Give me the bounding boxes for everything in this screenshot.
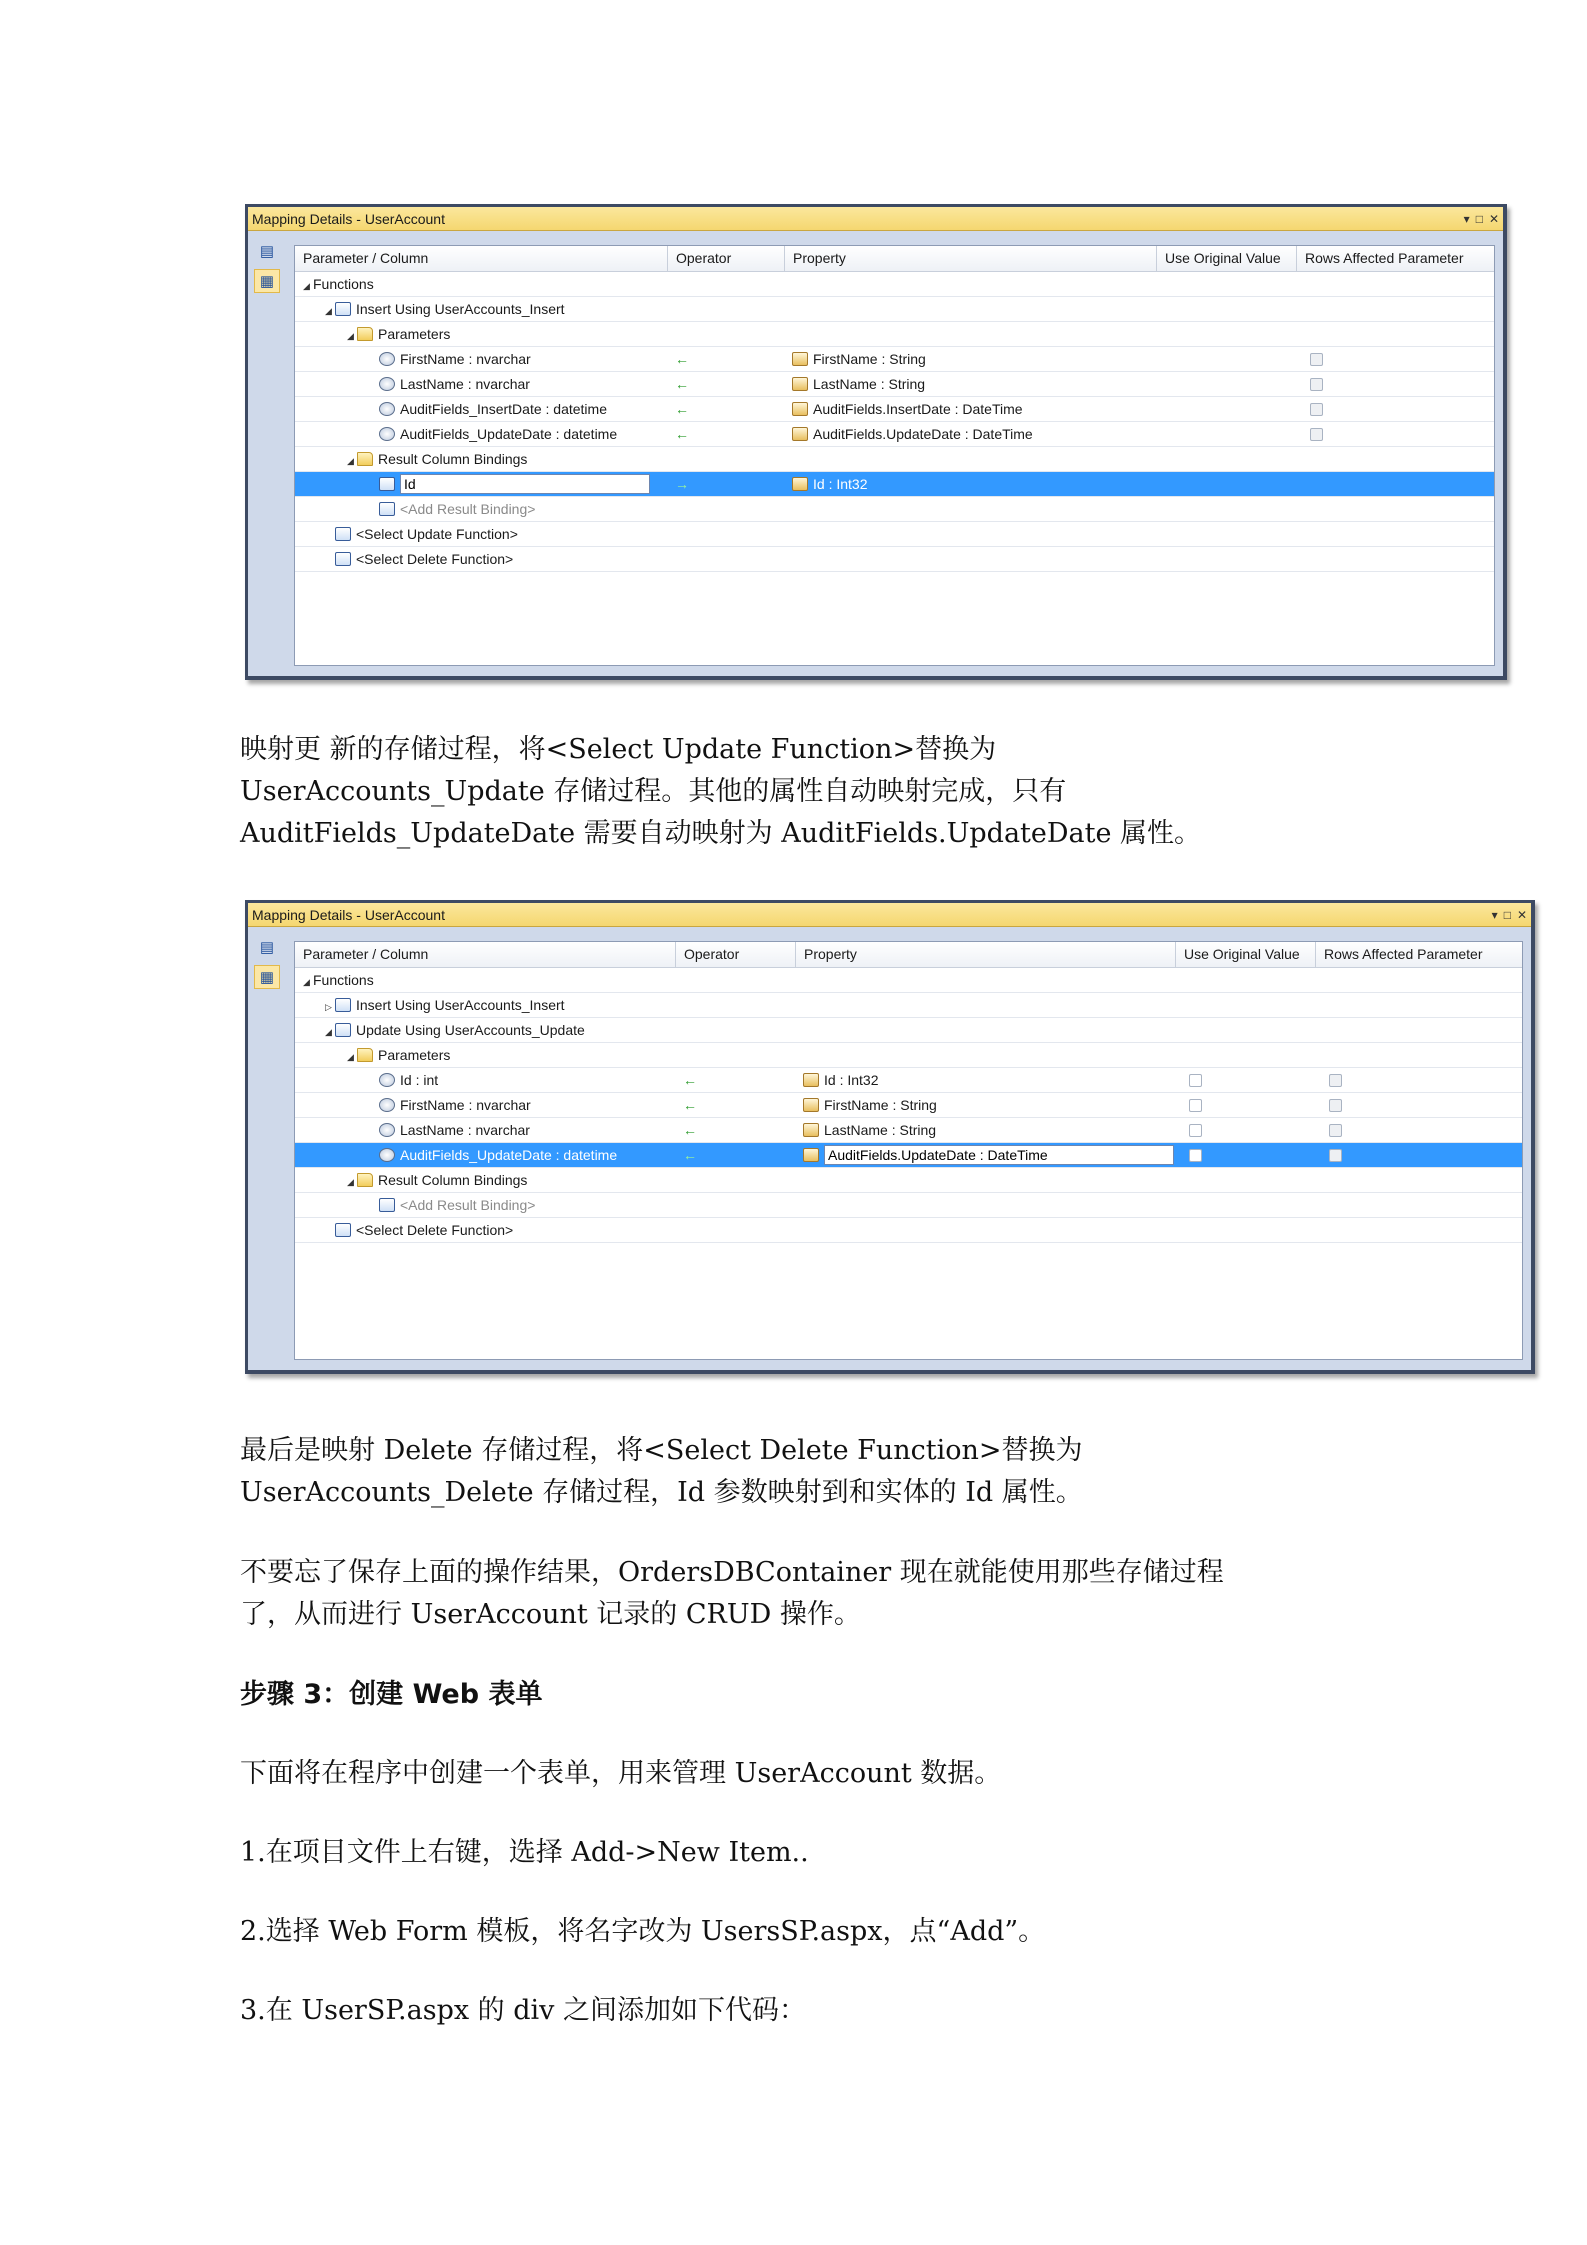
parameter-cell	[369, 1118, 530, 1143]
parameter-cell	[369, 1193, 535, 1218]
param-icon	[379, 352, 395, 366]
collapse-icon[interactable]: ◢	[347, 1052, 354, 1062]
paragraph-update-mapping	[240, 729, 1390, 855]
parameter-cell	[347, 322, 450, 347]
property-cell[interactable]	[803, 1093, 937, 1118]
func-icon	[335, 527, 351, 541]
text-line: 2.选择 Web Form 模板，将名字改为 UsersSP.aspx，点“Add”。	[240, 1916, 1046, 1947]
operator-arrow: ←	[683, 1122, 697, 1138]
grid-row[interactable]	[295, 372, 1494, 397]
window-title-bar	[248, 903, 1531, 927]
rows-affected-checkbox[interactable]	[1310, 378, 1323, 391]
parameter-cell	[369, 1093, 531, 1118]
property-edit-field[interactable]: AuditFields.UpdateDate : DateTime	[824, 1145, 1174, 1165]
property-cell[interactable]	[792, 397, 1023, 422]
parameter-label: LastName : nvarchar	[400, 1122, 530, 1138]
result-icon	[379, 477, 395, 491]
parameter-label: Functions	[313, 276, 374, 292]
parameter-cell	[325, 1218, 513, 1243]
parameter-label: FirstName : nvarchar	[400, 1097, 531, 1113]
column-header-rows-affected[interactable]: Rows Affected Parameter	[1315, 942, 1523, 967]
grid-row[interactable]	[295, 1068, 1522, 1093]
parameter-cell	[369, 472, 650, 497]
mapping-details-window-2	[245, 900, 1535, 1374]
rows-affected-checkbox[interactable]	[1310, 353, 1323, 366]
parameter-label: AuditFields_UpdateDate : datetime	[400, 426, 618, 442]
property-icon	[792, 477, 808, 491]
text-line: 映射更 新的存储过程，将<Select Update Function>替换为	[240, 734, 997, 765]
parameter-label: LastName : nvarchar	[400, 376, 530, 392]
parameter-cell	[347, 447, 527, 472]
grid-row[interactable]	[295, 993, 1522, 1018]
property-icon	[792, 427, 808, 441]
grid-row[interactable]	[295, 422, 1494, 447]
parameter-cell	[347, 1168, 527, 1193]
func-icon	[335, 998, 351, 1012]
grid-row[interactable]	[295, 472, 1494, 497]
grid-row[interactable]	[295, 497, 1494, 522]
param-icon	[379, 1148, 395, 1162]
rows-affected-checkbox[interactable]	[1310, 428, 1323, 441]
text-line: UserAccounts_Delete 存储过程，Id 参数映射到和实体的 Id 属性。	[240, 1477, 1083, 1508]
property-label: LastName : String	[824, 1122, 937, 1138]
grid-header	[295, 246, 1494, 272]
result-icon	[379, 1198, 395, 1212]
column-header-operator[interactable]: Operator	[667, 246, 784, 271]
parameter-label: Update Using UserAccounts_Update	[356, 1022, 585, 1038]
window-title: Mapping Details - UserAccount	[252, 906, 445, 923]
operator-arrow: →	[675, 476, 689, 492]
parameter-cell	[369, 422, 617, 447]
grid-row[interactable]	[295, 547, 1494, 572]
parameter-cell	[347, 1043, 450, 1068]
collapse-icon[interactable]: ◢	[347, 1177, 354, 1187]
step-3	[240, 1990, 1390, 2032]
grid-row[interactable]	[295, 447, 1494, 472]
parameter-cell	[325, 1018, 585, 1043]
use-original-checkbox[interactable]	[1189, 1074, 1202, 1087]
parameter-label: <Select Delete Function>	[356, 551, 514, 567]
paragraph-save	[240, 1552, 1390, 1636]
expand-icon[interactable]: ▷	[325, 1002, 332, 1012]
property-label: AuditFields.UpdateDate : DateTime	[813, 426, 1033, 442]
parameter-label: <Select Update Function>	[356, 526, 518, 542]
use-original-checkbox[interactable]	[1189, 1149, 1202, 1162]
parameter-cell	[325, 522, 518, 547]
property-icon	[792, 402, 808, 416]
column-header-parameter[interactable]: Parameter / Column	[303, 250, 429, 266]
operator-arrow: ←	[683, 1072, 697, 1088]
parameter-label: <Add Result Binding>	[400, 501, 536, 517]
func-icon	[335, 302, 351, 316]
parameter-label: Insert Using UserAccounts_Insert	[356, 997, 565, 1013]
map-entity-to-functions-icon[interactable]: ▦	[254, 965, 280, 989]
parameter-cell	[369, 372, 530, 397]
property-label: Id : Int32	[824, 1072, 879, 1088]
property-cell[interactable]	[792, 372, 925, 397]
parameter-edit-field[interactable]: Id	[400, 474, 650, 494]
rows-affected-checkbox[interactable]	[1329, 1149, 1342, 1162]
grid-header	[295, 942, 1522, 968]
collapse-icon[interactable]: ◢	[303, 281, 310, 291]
grid-row[interactable]	[295, 347, 1494, 372]
parameter-cell	[325, 993, 565, 1018]
parameter-cell	[369, 497, 535, 522]
grid-row[interactable]	[295, 1193, 1522, 1218]
grid-row[interactable]	[295, 968, 1522, 993]
map-entity-to-tables-icon[interactable]: ▤	[259, 939, 275, 956]
property-cell[interactable]	[803, 1068, 878, 1093]
window-menu-icon[interactable]: ▾	[1463, 211, 1470, 226]
parameter-label: Functions	[313, 972, 374, 988]
use-original-checkbox[interactable]	[1189, 1099, 1202, 1112]
restore-icon[interactable]: □	[1503, 907, 1511, 922]
param-icon	[379, 1073, 395, 1087]
property-icon	[803, 1073, 819, 1087]
rows-affected-checkbox[interactable]	[1329, 1099, 1342, 1112]
param-icon	[379, 427, 395, 441]
grid-rows	[295, 272, 1494, 572]
parameter-cell	[369, 397, 607, 422]
parameter-cell	[303, 968, 374, 993]
property-label: Id : Int32	[813, 476, 868, 492]
property-cell[interactable]	[792, 422, 1033, 447]
column-header-parameter[interactable]: Parameter / Column	[303, 946, 429, 962]
text-line: 了，从而进行 UserAccount 记录的 CRUD 操作。	[240, 1599, 861, 1630]
parameter-label: AuditFields_UpdateDate : datetime	[400, 1147, 618, 1163]
parameter-cell	[369, 347, 531, 372]
column-header-property[interactable]: Property	[795, 942, 1175, 967]
collapse-icon[interactable]: ◢	[347, 331, 354, 341]
func-icon	[335, 552, 351, 566]
grid-row[interactable]	[295, 322, 1494, 347]
param-icon	[379, 377, 395, 391]
mapping-grid	[294, 245, 1495, 666]
grid-rows	[295, 968, 1522, 1243]
parameter-cell	[303, 272, 374, 297]
rows-affected-checkbox[interactable]	[1329, 1124, 1342, 1137]
use-original-checkbox[interactable]	[1189, 1124, 1202, 1137]
text-line: 3.在 UserSP.aspx 的 div 之间添加如下代码：	[240, 1995, 806, 2026]
parameter-label: Insert Using UserAccounts_Insert	[356, 301, 565, 317]
close-icon[interactable]: ✕	[1516, 907, 1527, 922]
property-icon	[803, 1123, 819, 1137]
text-line: 不要忘了保存上面的操作结果，OrdersDBContainer 现在就能使用那些存储过程	[240, 1557, 1224, 1588]
operator-arrow: ←	[675, 351, 689, 367]
operator-arrow: ←	[683, 1097, 697, 1113]
window-title-bar	[248, 207, 1503, 231]
grid-row[interactable]	[295, 1143, 1522, 1168]
paragraph-intro	[240, 1753, 1390, 1795]
parameter-cell	[369, 1068, 438, 1093]
mapping-grid	[294, 941, 1523, 1360]
close-icon[interactable]: ✕	[1488, 211, 1499, 226]
property-icon	[792, 377, 808, 391]
collapse-icon[interactable]: ◢	[347, 456, 354, 466]
func-icon	[335, 1023, 351, 1037]
parameter-cell	[325, 547, 513, 572]
operator-arrow: ←	[675, 376, 689, 392]
property-cell[interactable]	[792, 347, 926, 372]
parameter-label: Result Column Bindings	[378, 1172, 528, 1188]
property-icon	[803, 1148, 819, 1162]
grid-row[interactable]	[295, 1043, 1522, 1068]
property-icon	[792, 352, 808, 366]
func-icon	[335, 1223, 351, 1237]
text-line: AuditFields_UpdateDate 需要自动映射为 AuditFields.UpdateDate 属性。	[240, 818, 1202, 849]
param-icon	[379, 1123, 395, 1137]
result-icon	[379, 502, 395, 516]
property-label: FirstName : String	[813, 351, 926, 367]
parameter-label: Result Column Bindings	[378, 451, 528, 467]
text-line: UserAccounts_Update 存储过程。其他的属性自动映射完成，只有	[240, 776, 1067, 807]
text-line: 最后是映射 Delete 存储过程，将<Select Delete Function>替换为	[240, 1435, 1083, 1466]
property-label: LastName : String	[813, 376, 926, 392]
grid-row[interactable]	[295, 397, 1494, 422]
map-entity-to-functions-icon[interactable]: ▦	[254, 269, 280, 293]
collapse-icon[interactable]: ◢	[325, 1027, 332, 1037]
heading-text: 步骤 3：创建 Web 表单	[240, 1679, 543, 1710]
collapse-icon[interactable]: ◢	[325, 306, 332, 316]
rows-affected-checkbox[interactable]	[1310, 403, 1323, 416]
operator-arrow: ←	[683, 1147, 697, 1163]
property-label: AuditFields.InsertDate : DateTime	[813, 401, 1023, 417]
folder-icon	[357, 1048, 373, 1062]
column-header-property[interactable]: Property	[784, 246, 1156, 271]
side-toolbar	[248, 231, 288, 676]
param-icon	[379, 402, 395, 416]
paragraph-delete-mapping	[240, 1430, 1390, 1514]
grid-row[interactable]	[295, 1168, 1522, 1193]
collapse-icon[interactable]: ◢	[303, 977, 310, 987]
column-header-rows-affected[interactable]: Rows Affected Parameter	[1296, 246, 1495, 271]
map-entity-to-tables-icon[interactable]: ▤	[259, 243, 275, 260]
parameter-label: Id : int	[400, 1072, 439, 1088]
operator-arrow: ←	[675, 426, 689, 442]
property-cell[interactable]	[803, 1118, 936, 1143]
grid-row[interactable]	[295, 1218, 1522, 1243]
window-menu-icon[interactable]: ▾	[1491, 907, 1498, 922]
grid-row[interactable]	[295, 1118, 1522, 1143]
property-cell[interactable]	[792, 472, 867, 497]
param-icon	[379, 1098, 395, 1112]
mapping-details-window-1	[245, 204, 1507, 680]
window-title: Mapping Details - UserAccount	[252, 210, 445, 227]
property-label: FirstName : String	[824, 1097, 937, 1113]
parameter-cell	[369, 1143, 617, 1168]
column-header-use-original[interactable]: Use Original Value	[1175, 942, 1315, 967]
grid-row[interactable]	[295, 1018, 1522, 1043]
grid-row[interactable]	[295, 272, 1494, 297]
step-2	[240, 1911, 1390, 1953]
restore-icon[interactable]: □	[1475, 211, 1483, 226]
step-1	[240, 1832, 1390, 1874]
side-toolbar	[248, 927, 288, 1370]
text-line: 1.在项目文件上右键，选择 Add->New Item..	[240, 1837, 809, 1868]
property-icon	[803, 1098, 819, 1112]
property-cell[interactable]	[803, 1143, 1174, 1168]
section-heading	[240, 1674, 1390, 1716]
rows-affected-checkbox[interactable]	[1329, 1074, 1342, 1087]
column-header-operator[interactable]: Operator	[675, 942, 795, 967]
parameter-cell	[325, 297, 565, 322]
grid-row[interactable]	[295, 522, 1494, 547]
folder-icon	[357, 1173, 373, 1187]
text-line: 下面将在程序中创建一个表单，用来管理 UserAccount 数据。	[240, 1758, 1002, 1789]
parameter-label: Parameters	[378, 1047, 451, 1063]
grid-row[interactable]	[295, 1093, 1522, 1118]
parameter-label: FirstName : nvarchar	[400, 351, 531, 367]
folder-icon	[357, 452, 373, 466]
parameter-label: <Select Delete Function>	[356, 1222, 514, 1238]
parameter-label: Parameters	[378, 326, 451, 342]
parameter-label: <Add Result Binding>	[400, 1197, 536, 1213]
grid-row[interactable]	[295, 297, 1494, 322]
operator-arrow: ←	[675, 401, 689, 417]
folder-icon	[357, 327, 373, 341]
column-header-use-original[interactable]: Use Original Value	[1156, 246, 1296, 271]
parameter-label: AuditFields_InsertDate : datetime	[400, 401, 607, 417]
